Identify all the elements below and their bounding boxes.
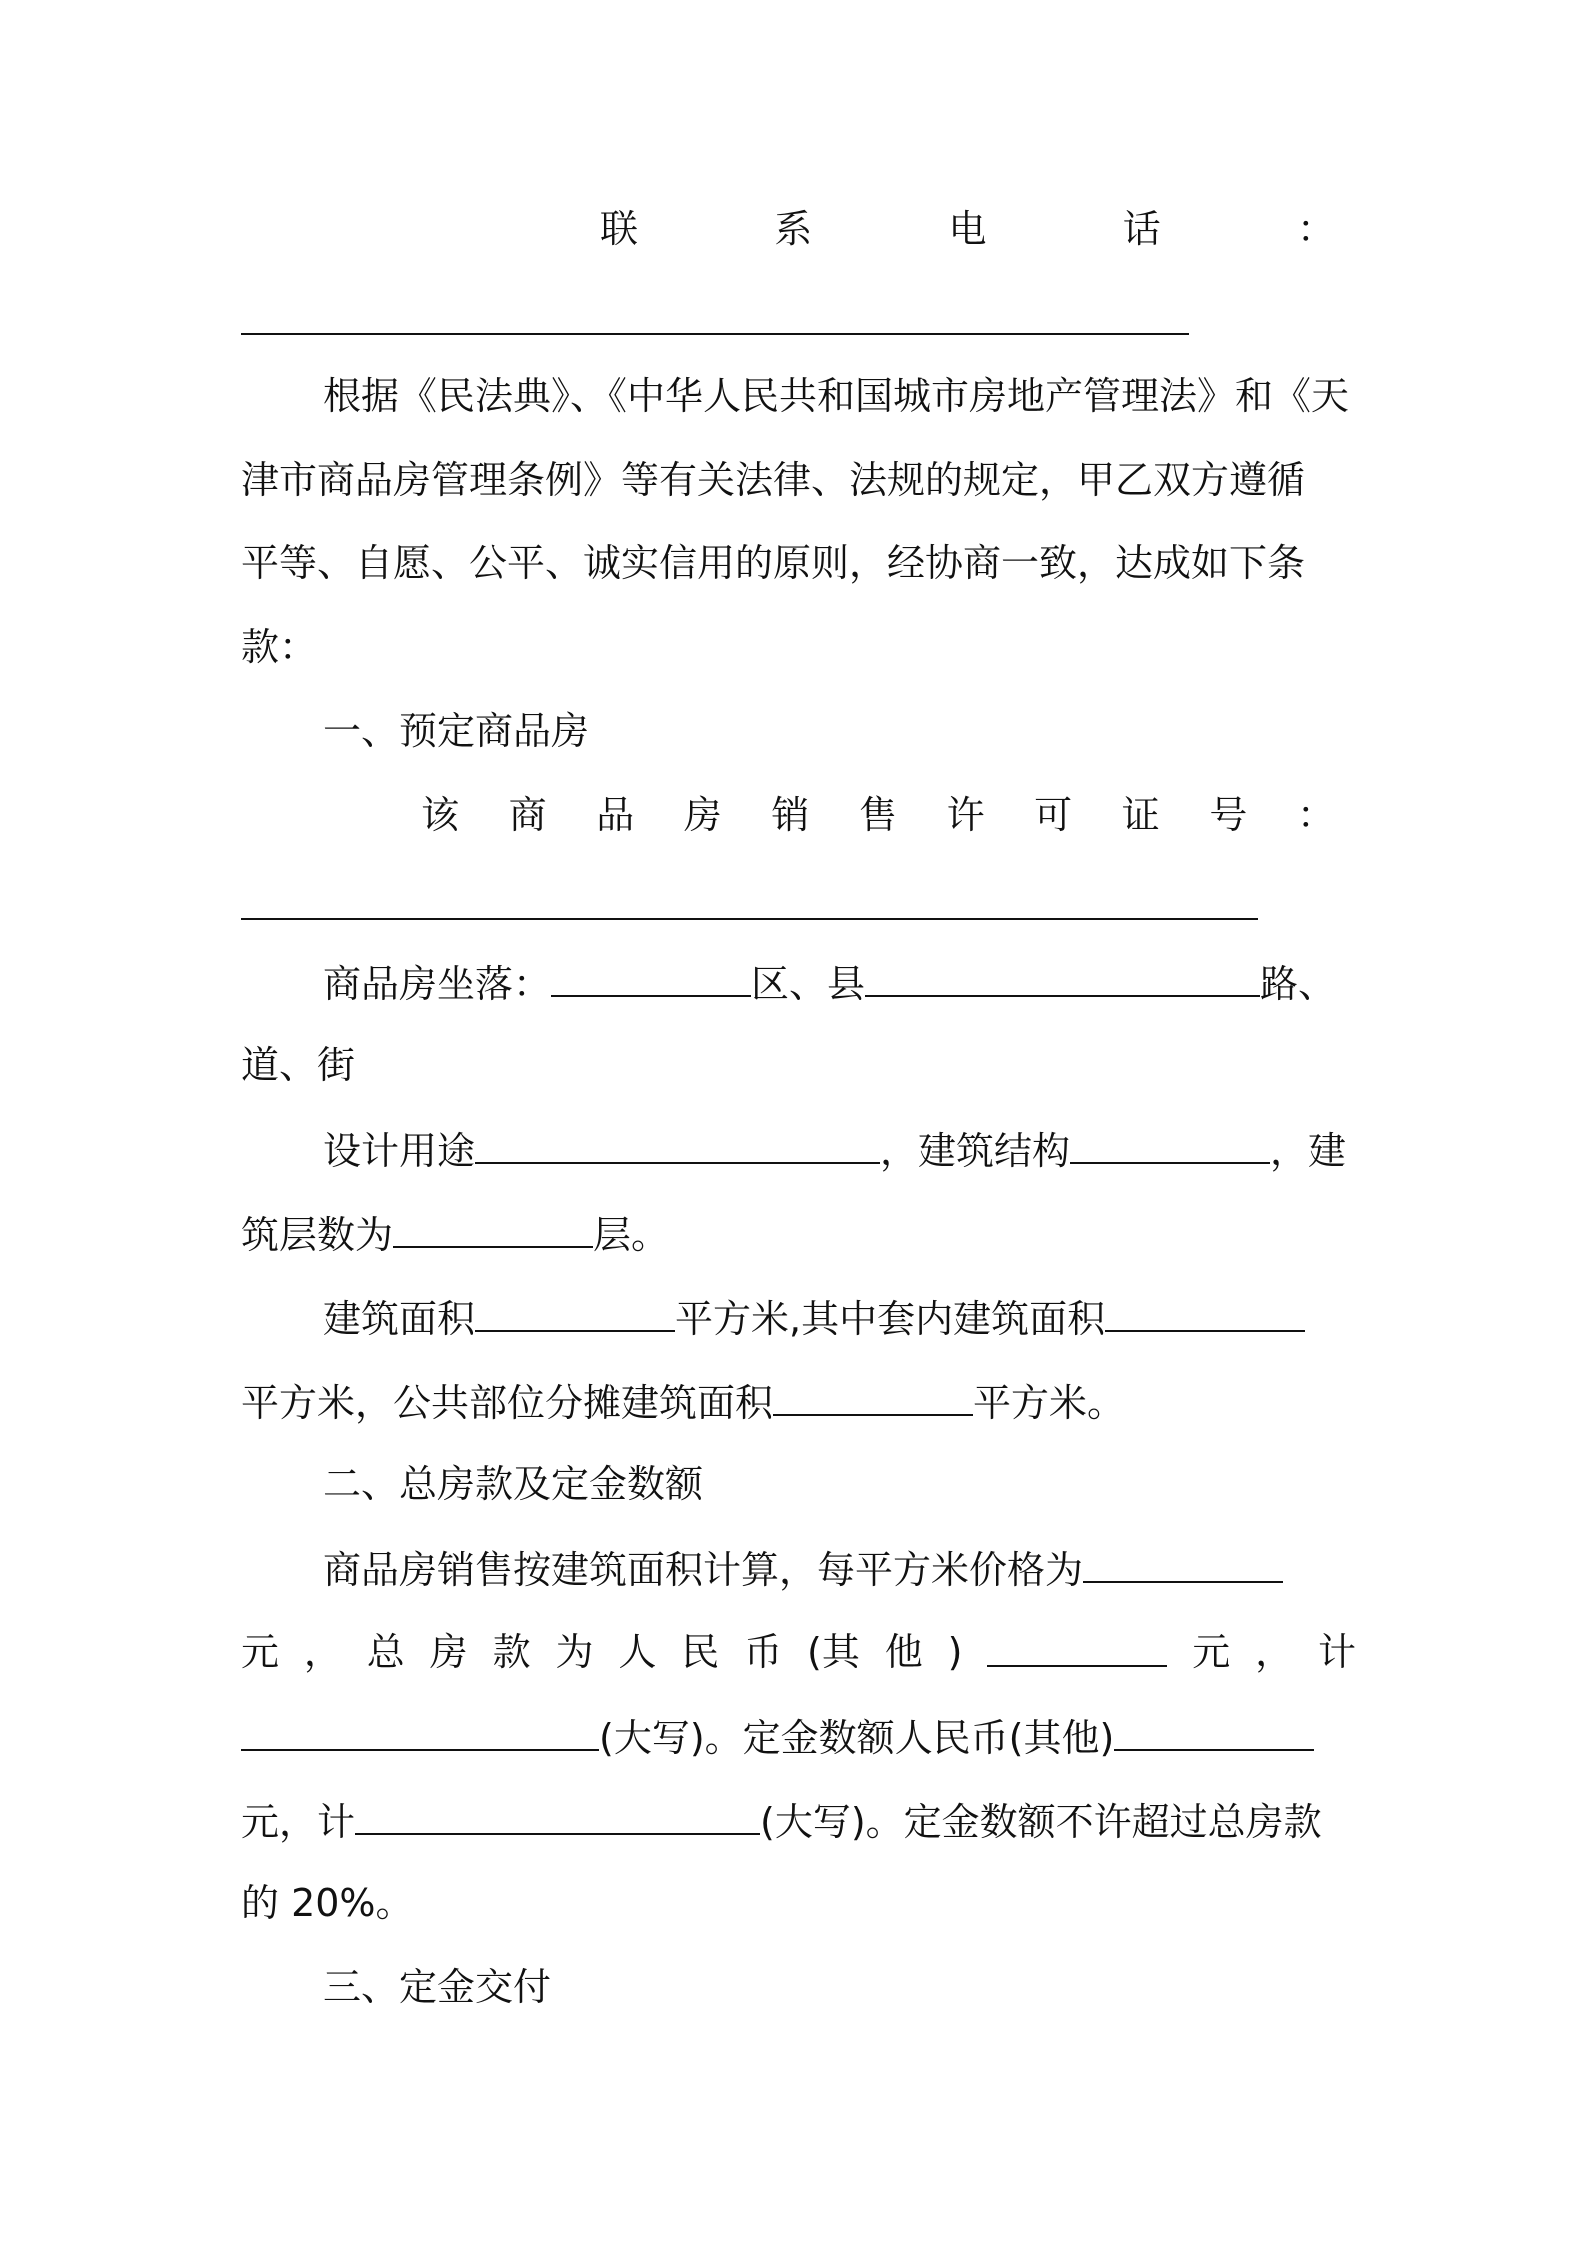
total-price-char: 币 [744, 1630, 783, 1674]
section-3-heading: 三、定金交付 [323, 1965, 552, 2009]
total-price-char: ) [947, 1630, 963, 1674]
use-label: 设计用途 [323, 1129, 476, 1173]
floors-line [241, 1208, 1356, 1260]
contact-label-char: 电 [948, 207, 987, 251]
area-line-2 [241, 1376, 1356, 1428]
price-line [323, 1543, 1356, 1595]
use-blank [475, 1124, 880, 1164]
structure-blank [1070, 1124, 1270, 1164]
intro-line-4: 款： [241, 625, 318, 669]
contact-label-char: 联 [600, 207, 639, 251]
total-price-char: 他 [884, 1630, 923, 1674]
area-unit-inner: 平方米,其中套内建筑面积 [675, 1297, 1106, 1341]
total-price-blank [987, 1627, 1167, 1667]
contact-label-char: ： [1296, 207, 1335, 251]
floors-comma: ，建 [1270, 1129, 1347, 1173]
total-price-char: 款 [492, 1630, 531, 1674]
permit-label-char: ： [1296, 793, 1335, 837]
price-label: 商品房销售按建筑面积计算，每平方米价格为 [323, 1548, 1084, 1592]
total-price-line [241, 1627, 1356, 1677]
location-line [323, 957, 1356, 1009]
area-blank [475, 1292, 675, 1332]
capital-line-1 [241, 1711, 1356, 1763]
district-text: 区、县 [751, 962, 866, 1006]
intro-line-2: 津市商品房管理条例》等有关法律、法规的规定，甲乙双方遵循 [241, 458, 1306, 502]
structure-label: ，建筑结构 [880, 1129, 1071, 1173]
permit-label-char: 证 [1121, 793, 1160, 837]
permit-label-char: 品 [596, 793, 635, 837]
permit-number-label [421, 790, 1335, 840]
total-price-char: 人 [618, 1630, 657, 1674]
permit-label-char: 售 [858, 793, 897, 837]
location-label: 商品房坐落： [323, 962, 552, 1006]
area-line [323, 1292, 1356, 1344]
contact-phone-label [600, 204, 1335, 254]
section-2-heading: 二、总房款及定金数额 [323, 1462, 704, 1506]
floors-label: 筑层数为 [241, 1213, 394, 1257]
total-price-char: (其 [807, 1630, 860, 1674]
area-label: 建筑面积 [323, 1297, 476, 1341]
district-blank [551, 957, 751, 997]
use-structure-line [323, 1124, 1356, 1176]
capital-text-2: (大写)。定金数额不许超过总房款 [760, 1800, 1322, 1844]
deposit-blank [1114, 1711, 1314, 1751]
contact-label-char: 话 [1122, 207, 1161, 251]
capital-line-2 [241, 1795, 1356, 1847]
area-unit-2: 平方米，公共部位分摊建筑面积 [241, 1381, 774, 1425]
permit-label-char: 该 [421, 793, 460, 837]
price-blank [1083, 1543, 1283, 1583]
contact-phone-blank [241, 333, 1189, 335]
permit-label-char: 销 [771, 793, 810, 837]
intro-line-1: 根据《民法典》、《中华人民共和国城市房地产管理法》和《天 [323, 374, 1350, 418]
total-price-char: 计 [1317, 1630, 1356, 1674]
section-1-heading: 一、预定商品房 [323, 709, 590, 753]
permit-label-char: 可 [1034, 793, 1073, 837]
capital-blank-2 [355, 1795, 760, 1835]
permit-label-char: 商 [508, 793, 547, 837]
permit-number-blank [241, 918, 1258, 920]
total-price-char: 总 [366, 1630, 405, 1674]
percent-line: 的 20%。 [241, 1881, 414, 1925]
contact-label-char: 系 [774, 207, 813, 251]
total-price-char: 民 [681, 1630, 720, 1674]
inner-area-blank [1105, 1292, 1305, 1332]
total-price-char: 房 [429, 1630, 468, 1674]
total-price-char: 元 [1192, 1630, 1231, 1674]
permit-label-char: 许 [946, 793, 985, 837]
total-price-char: 元 [241, 1630, 280, 1674]
location-line-2: 道、街 [241, 1043, 356, 1087]
intro-line-3: 平等、自愿、公平、诚实信用的原则，经协商一致，达成如下条 [241, 541, 1306, 585]
permit-label-char: 房 [683, 793, 722, 837]
floors-blank [393, 1208, 593, 1248]
road-text: 路、 [1260, 962, 1337, 1006]
area-unit-3: 平方米。 [973, 1381, 1126, 1425]
road-blank [865, 957, 1260, 997]
floors-unit: 层。 [593, 1213, 670, 1257]
capital-text-1: (大写)。定金数额人民币(其他) [599, 1716, 1115, 1760]
total-price-char: ， [303, 1630, 342, 1674]
deposit-prefix: 元，计 [241, 1800, 356, 1844]
total-price-char: 为 [555, 1630, 594, 1674]
capital-blank-1 [241, 1711, 599, 1751]
shared-area-blank [773, 1376, 973, 1416]
permit-label-char: 号 [1209, 793, 1248, 837]
total-price-char: ， [1255, 1630, 1294, 1674]
